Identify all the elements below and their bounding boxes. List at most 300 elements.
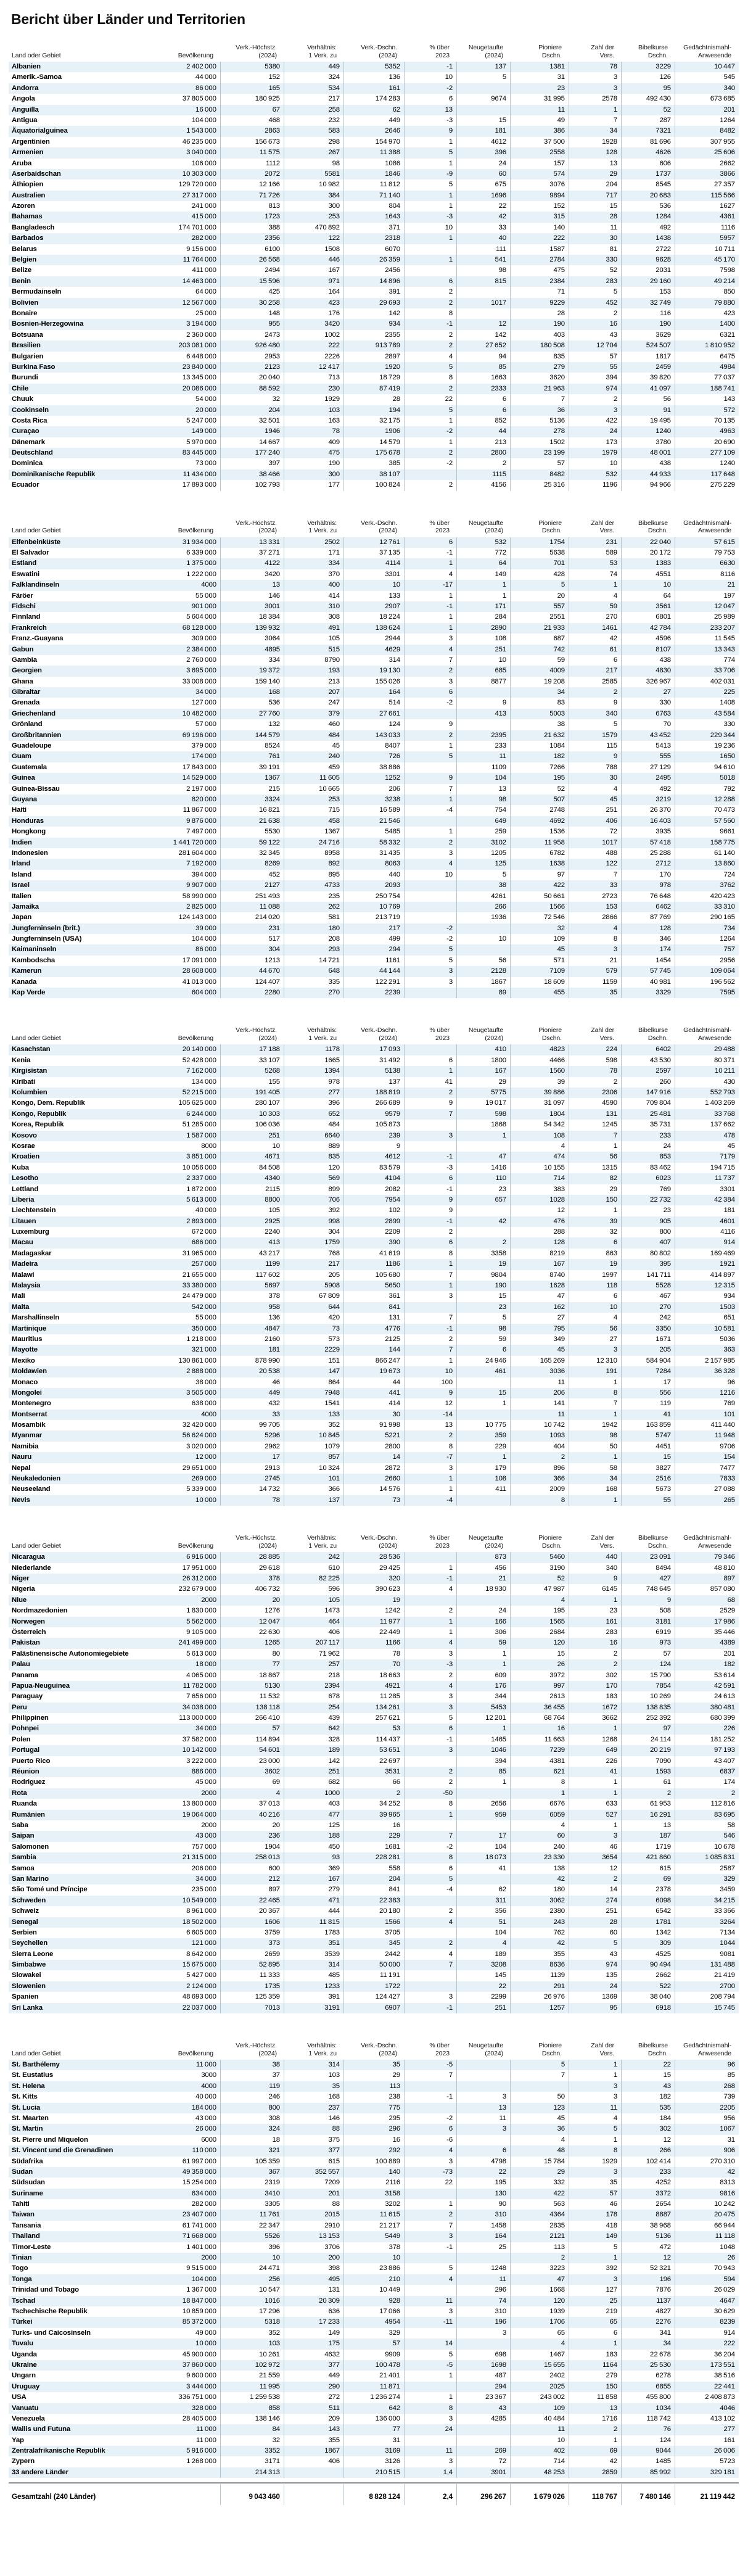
value-cell: 1650 bbox=[720, 753, 735, 761]
value-cell: 33 bbox=[569, 880, 622, 891]
value-cell: 57 bbox=[569, 352, 622, 362]
value-cell: 7109 bbox=[511, 966, 569, 976]
value-cell: 2 bbox=[569, 687, 622, 698]
value-cell: 14 896 bbox=[344, 276, 405, 287]
value-cell: 1867 bbox=[284, 2446, 344, 2456]
value-cell: -2 bbox=[405, 923, 457, 934]
value-cell: 102 793 bbox=[221, 480, 284, 490]
value-cell: 15 bbox=[622, 1452, 675, 1463]
value-cell: 31 bbox=[727, 2136, 735, 2144]
value-cell: 140 bbox=[511, 223, 569, 233]
value-cell: 2 bbox=[405, 480, 457, 490]
value-cell: 2723 bbox=[569, 891, 622, 902]
value-cell: 3 bbox=[405, 2456, 457, 2467]
value-cell: 1696 bbox=[457, 191, 511, 201]
value-cell bbox=[405, 244, 457, 255]
value-cell: 98 bbox=[569, 1430, 622, 1441]
value-cell: 495 bbox=[284, 2274, 344, 2285]
value-cell: 6 bbox=[405, 2124, 457, 2134]
value-cell: 40 216 bbox=[221, 1810, 284, 1820]
value-cell: 28 885 bbox=[221, 1552, 284, 1563]
value-cell: 46 bbox=[569, 1842, 622, 1852]
value-cell: 35 446 bbox=[714, 1628, 735, 1636]
value-cell bbox=[457, 2253, 511, 2263]
country-cell: Panama bbox=[12, 1671, 38, 1679]
value-cell: 124 427 bbox=[344, 1992, 405, 2002]
table-row bbox=[9, 2306, 739, 2317]
value-cell: 69 196 000 bbox=[157, 730, 221, 741]
value-cell: 3372 bbox=[622, 2189, 675, 2199]
value-cell: 247 bbox=[284, 698, 344, 708]
value-cell: 44 bbox=[344, 1377, 405, 1388]
value-cell: 36 204 bbox=[714, 2350, 735, 2358]
value-cell: 6 244 000 bbox=[157, 1109, 221, 1120]
value-cell: 180 508 bbox=[511, 341, 569, 351]
value-cell: 29 bbox=[569, 1184, 622, 1195]
value-cell: 30 258 bbox=[221, 298, 284, 308]
value-cell: 569 bbox=[284, 1173, 344, 1184]
value-cell: 12 288 bbox=[714, 796, 735, 803]
value-cell: 259 bbox=[457, 827, 511, 837]
column-header: Bevölkerung bbox=[178, 51, 213, 59]
value-cell: 1 bbox=[405, 558, 457, 569]
column-header-row bbox=[9, 1534, 739, 1552]
value-cell: 394 000 bbox=[157, 870, 221, 880]
table-row bbox=[9, 469, 739, 480]
table-section bbox=[9, 1026, 740, 1506]
value-cell: 484 bbox=[284, 730, 344, 741]
value-cell: 124 143 000 bbox=[157, 912, 221, 923]
value-cell: 43 bbox=[569, 330, 622, 341]
value-cell: 253 bbox=[284, 795, 344, 805]
value-cell: 14 667 bbox=[221, 437, 284, 448]
table-row bbox=[9, 1703, 739, 1713]
value-cell: 609 bbox=[457, 1670, 511, 1681]
value-cell: 310 bbox=[457, 2306, 511, 2317]
value-cell: 1979 bbox=[569, 448, 622, 458]
value-cell: 34 038 000 bbox=[157, 1703, 221, 1713]
value-cell: 307 955 bbox=[710, 138, 735, 146]
value-cell: 3 bbox=[569, 1345, 622, 1355]
table-row bbox=[9, 2274, 739, 2285]
value-cell: 1416 bbox=[457, 1163, 511, 1173]
value-cell: 2 bbox=[405, 298, 457, 308]
value-cell: 2229 bbox=[284, 1345, 344, 1355]
value-cell: 2072 bbox=[221, 169, 284, 180]
value-cell: -3 bbox=[405, 1659, 457, 1670]
value-cell: 278 bbox=[511, 426, 569, 437]
value-cell: 144 bbox=[344, 1345, 405, 1355]
value-cell: 1723 bbox=[221, 212, 284, 222]
value-cell: 4116 bbox=[720, 1228, 735, 1236]
value-cell: 532 bbox=[569, 469, 622, 480]
value-cell: 5380 bbox=[221, 62, 284, 72]
table-row bbox=[9, 623, 739, 634]
value-cell: 152 bbox=[511, 201, 569, 212]
value-cell bbox=[457, 308, 511, 319]
value-cell: 58 332 bbox=[344, 838, 405, 848]
country-cell: Kuba bbox=[12, 1163, 29, 1171]
value-cell bbox=[405, 1970, 457, 1981]
value-cell: 5526 bbox=[221, 2231, 284, 2242]
value-cell: 154 bbox=[723, 1453, 735, 1461]
value-cell: 26 bbox=[511, 1659, 569, 1670]
table-section bbox=[9, 519, 740, 999]
table-row bbox=[9, 1163, 739, 1173]
value-cell: 24 946 bbox=[457, 1356, 511, 1366]
value-cell: 103 bbox=[284, 405, 344, 416]
value-cell: 131 488 bbox=[710, 1961, 735, 1969]
value-cell: 414 897 bbox=[710, 1271, 735, 1279]
value-cell: 127 000 bbox=[157, 698, 221, 708]
value-cell: 296 bbox=[457, 2285, 511, 2295]
country-cell: Polen bbox=[12, 1735, 31, 1743]
value-cell: 3 bbox=[405, 1703, 457, 1713]
table-row bbox=[9, 1474, 739, 1484]
value-cell: 468 bbox=[221, 115, 284, 126]
table-row bbox=[9, 2263, 739, 2274]
value-cell: 5413 bbox=[622, 741, 675, 751]
value-cell: 18 384 bbox=[221, 612, 284, 622]
table-row bbox=[9, 159, 739, 169]
value-cell: 5 562 000 bbox=[157, 1617, 221, 1627]
value-cell: 226 bbox=[723, 1725, 735, 1733]
country-cell: Sambia bbox=[12, 1854, 36, 1862]
value-cell: 527 bbox=[569, 1810, 622, 1820]
value-cell: 768 bbox=[284, 1249, 344, 1259]
column-header: Gedächtnismahl- Anwesende bbox=[683, 519, 731, 535]
value-cell: 98 bbox=[457, 795, 511, 805]
value-cell: 1541 bbox=[284, 1398, 344, 1409]
value-cell: 8000 bbox=[157, 1141, 221, 1152]
value-cell: 320 bbox=[344, 1574, 405, 1584]
value-cell: 37 271 bbox=[221, 548, 284, 558]
value-cell: 233 bbox=[457, 741, 511, 751]
country-cell: Nepal bbox=[12, 1464, 31, 1472]
value-cell: 10 581 bbox=[714, 1324, 735, 1332]
value-cell: 406 bbox=[569, 816, 622, 827]
country-cell: Nevis bbox=[12, 1496, 30, 1504]
column-header: Pioniere Dschn. bbox=[538, 1026, 562, 1042]
value-cell: 422 bbox=[511, 880, 569, 891]
value-cell: 3301 bbox=[720, 1185, 735, 1193]
value-cell: 3171 bbox=[221, 2456, 284, 2467]
value-cell: 251 bbox=[569, 805, 622, 815]
value-cell: 1115 bbox=[457, 469, 511, 480]
value-cell: 1284 bbox=[622, 212, 675, 222]
table-row bbox=[9, 1659, 739, 1670]
value-cell: 734 bbox=[723, 924, 735, 932]
value-cell bbox=[457, 1820, 511, 1831]
value-cell: 1668 bbox=[511, 2285, 569, 2295]
value-cell: 16 bbox=[344, 2135, 405, 2145]
value-cell: 3 505 000 bbox=[157, 1388, 221, 1398]
value-cell: 188 819 bbox=[344, 1088, 405, 1098]
table-row bbox=[9, 677, 739, 687]
value-cell: 3208 bbox=[457, 1960, 511, 1970]
value-cell: 42 bbox=[569, 2456, 622, 2467]
value-cell: 26 359 bbox=[344, 255, 405, 265]
value-cell: 4954 bbox=[344, 2317, 405, 2327]
value-cell: 23 840 000 bbox=[157, 362, 221, 373]
value-cell: 30 629 bbox=[714, 2308, 735, 2315]
value-cell: 1086 bbox=[344, 159, 405, 169]
value-cell: 897 bbox=[723, 1575, 735, 1582]
value-cell: 19 372 bbox=[221, 666, 284, 676]
country-cell: Serbien bbox=[12, 1928, 37, 1936]
value-cell: 4895 bbox=[221, 645, 284, 655]
value-cell: 84 508 bbox=[221, 1163, 284, 1173]
value-cell: 1048 bbox=[720, 2243, 735, 2251]
table-row bbox=[9, 1055, 739, 1066]
value-cell: 31 435 bbox=[344, 848, 405, 859]
value-cell: 7477 bbox=[720, 1464, 735, 1472]
value-cell: 99 705 bbox=[221, 1420, 284, 1430]
value-cell: 10 261 bbox=[221, 2350, 284, 2360]
value-cell: 724 bbox=[723, 870, 735, 878]
table-row bbox=[9, 1852, 739, 1863]
value-cell: 2835 bbox=[511, 2221, 569, 2231]
value-cell: 167 bbox=[457, 1066, 511, 1076]
value-cell: 359 bbox=[457, 1430, 511, 1441]
value-cell: 375 bbox=[284, 2135, 344, 2145]
value-cell: 20 140 000 bbox=[157, 1044, 221, 1055]
value-cell: 1997 bbox=[569, 1270, 622, 1281]
value-cell: 48 693 000 bbox=[157, 1992, 221, 2002]
value-cell: 42 bbox=[457, 1216, 511, 1227]
value-cell: 40 484 bbox=[511, 2414, 569, 2424]
value-cell: 2 bbox=[731, 1789, 735, 1797]
value-cell: 9804 bbox=[457, 1270, 511, 1281]
value-cell: 265 bbox=[723, 1496, 735, 1504]
value-cell: 52 321 bbox=[622, 2263, 675, 2274]
value-cell: 6023 bbox=[622, 1173, 675, 1184]
value-cell: 131 bbox=[284, 2285, 344, 2295]
value-cell: 251 bbox=[457, 645, 511, 655]
value-cell: 2585 bbox=[569, 677, 622, 687]
value-cell: 852 bbox=[457, 416, 511, 426]
value-cell: 4 065 000 bbox=[157, 1670, 221, 1681]
value-cell: 5775 bbox=[457, 1088, 511, 1098]
table-row bbox=[9, 448, 739, 458]
country-cell: Puerto Rico bbox=[12, 1757, 51, 1765]
value-cell: 886 000 bbox=[157, 1767, 221, 1777]
value-cell: 100 478 bbox=[344, 2360, 405, 2371]
table-row bbox=[9, 1574, 739, 1584]
value-cell: 22 bbox=[457, 1981, 511, 1992]
value-cell: 377 bbox=[284, 2360, 344, 2371]
country-cell: Amerik.-Samoa bbox=[12, 73, 62, 81]
value-cell: 29 160 bbox=[622, 276, 675, 287]
value-cell: 34 bbox=[622, 2339, 675, 2349]
country-cell: Bulgarien bbox=[12, 352, 44, 360]
value-cell: 675 bbox=[457, 180, 511, 190]
value-cell: 873 bbox=[457, 1552, 511, 1563]
country-cell: Estland bbox=[12, 559, 37, 568]
value-cell: 59 bbox=[457, 1334, 511, 1345]
value-cell: 15 596 bbox=[221, 276, 284, 287]
value-cell: 72 bbox=[569, 827, 622, 837]
value-cell: 12 166 bbox=[221, 180, 284, 190]
value-cell: 31 934 000 bbox=[157, 537, 221, 548]
value-cell: 12 417 bbox=[284, 362, 344, 373]
value-cell: 1093 bbox=[511, 1430, 569, 1441]
value-cell: 17 bbox=[457, 1831, 511, 1841]
value-cell: 25 316 bbox=[511, 480, 569, 490]
value-cell: -4 bbox=[405, 1885, 457, 1895]
value-cell: 52 bbox=[622, 105, 675, 115]
value-cell: -14 bbox=[405, 1410, 457, 1420]
value-cell: 6855 bbox=[622, 2382, 675, 2392]
value-cell: 69 bbox=[569, 2446, 622, 2456]
table-row bbox=[9, 816, 739, 827]
value-cell: 205 bbox=[284, 1270, 344, 1281]
value-cell: 3602 bbox=[221, 1767, 284, 1777]
country-cell: Südafrika bbox=[12, 2157, 43, 2165]
country-cell: St. Vincent und die Grenadinen bbox=[12, 2147, 113, 2155]
column-header: Zahl der Vers. bbox=[591, 44, 614, 59]
value-cell: 2516 bbox=[622, 1474, 675, 1484]
value-cell bbox=[405, 1044, 457, 1055]
value-cell: 179 bbox=[457, 1463, 511, 1474]
value-cell: 8 bbox=[405, 2403, 457, 2414]
country-cell: Taiwan bbox=[12, 2211, 35, 2219]
value-cell: 769 bbox=[723, 1400, 735, 1408]
table-row bbox=[9, 1767, 739, 1777]
value-cell: 100 824 bbox=[344, 480, 405, 490]
value-cell: 70 135 bbox=[714, 416, 735, 424]
value-cell: 340 bbox=[723, 84, 735, 92]
value-cell: 115 bbox=[569, 741, 622, 751]
value-cell: 77 037 bbox=[714, 374, 735, 382]
value-cell: 1233 bbox=[284, 1981, 344, 1992]
value-cell: 400 bbox=[284, 580, 344, 590]
value-cell: -4 bbox=[405, 805, 457, 815]
value-cell: 352 bbox=[284, 1420, 344, 1430]
value-cell: 66 944 bbox=[714, 2221, 735, 2229]
value-cell: 5130 bbox=[221, 1681, 284, 1691]
country-cell: St. Helena bbox=[12, 2082, 45, 2090]
value-cell: 206 bbox=[511, 1388, 569, 1398]
value-cell: 1698 bbox=[457, 2360, 511, 2371]
value-cell: 2502 bbox=[284, 537, 344, 548]
country-cell: Guyana bbox=[12, 796, 37, 803]
table-row bbox=[9, 580, 739, 590]
value-cell: 190 bbox=[457, 1281, 511, 1291]
column-header: Zahl der Vers. bbox=[591, 1026, 614, 1042]
value-cell: 2473 bbox=[221, 330, 284, 341]
table-row bbox=[9, 1595, 739, 1606]
value-cell: 29 651 000 bbox=[157, 1463, 221, 1474]
country-cell: Tschechische Republik bbox=[12, 2308, 88, 2315]
value-cell: 2 bbox=[405, 1938, 457, 1949]
value-cell: 5 bbox=[569, 287, 622, 297]
value-cell: 769 bbox=[622, 1184, 675, 1195]
value-cell: 3 bbox=[405, 677, 457, 687]
value-cell: 125 359 bbox=[221, 1992, 284, 2002]
value-cell: 13 bbox=[457, 784, 511, 795]
value-cell: 49 358 000 bbox=[157, 2167, 221, 2178]
value-cell: 850 bbox=[723, 288, 735, 296]
country-cell: Gibraltar bbox=[12, 688, 41, 696]
value-cell: 4 bbox=[405, 2145, 457, 2156]
value-cell: 1 bbox=[405, 159, 457, 169]
value-cell: 2 124 000 bbox=[157, 1981, 221, 1992]
value-cell: 296 bbox=[344, 2124, 405, 2134]
country-cell: Niger bbox=[12, 1575, 30, 1582]
value-cell: 233 bbox=[622, 1131, 675, 1141]
value-cell: 36 bbox=[511, 2124, 569, 2134]
value-cell: 38 466 bbox=[221, 469, 284, 480]
value-cell: 772 bbox=[457, 548, 511, 558]
value-cell: 35 bbox=[569, 988, 622, 998]
value-cell: 406 bbox=[284, 2456, 344, 2467]
value-cell: 73 bbox=[344, 1495, 405, 1506]
value-cell: 422 bbox=[569, 416, 622, 426]
table-row bbox=[9, 1109, 739, 1120]
value-cell: 1800 bbox=[457, 1055, 511, 1066]
value-cell: 38 bbox=[511, 719, 569, 730]
value-cell: 3459 bbox=[720, 1886, 735, 1894]
value-cell: 7266 bbox=[511, 762, 569, 773]
value-cell: 934 bbox=[344, 319, 405, 329]
value-cell: 237 bbox=[284, 2103, 344, 2113]
value-cell: 18 502 000 bbox=[157, 1917, 221, 1928]
value-cell: 532 bbox=[457, 537, 511, 548]
value-cell: 6763 bbox=[622, 709, 675, 719]
value-cell: 1502 bbox=[511, 437, 569, 448]
value-cell: 330 bbox=[622, 698, 675, 708]
value-cell: 3762 bbox=[720, 881, 735, 890]
value-cell: 174 bbox=[723, 1778, 735, 1786]
value-cell: 552 793 bbox=[710, 1088, 735, 1096]
value-cell: 2128 bbox=[457, 966, 511, 976]
value-cell: 57 418 bbox=[622, 838, 675, 848]
value-cell: 314 bbox=[284, 2060, 344, 2070]
value-cell: 2 bbox=[569, 394, 622, 405]
value-cell: 15 784 bbox=[511, 2157, 569, 2167]
value-cell: 8494 bbox=[622, 1563, 675, 1574]
country-cell: Uruguay bbox=[12, 2382, 40, 2390]
table-row bbox=[9, 1681, 739, 1691]
table-row bbox=[9, 1302, 739, 1313]
value-cell: 10 000 bbox=[157, 1495, 221, 1506]
value-cell: 112 816 bbox=[710, 1800, 735, 1808]
value-cell: 1159 bbox=[569, 977, 622, 988]
value-cell: 321 bbox=[221, 2145, 284, 2156]
value-cell: 24 bbox=[569, 1981, 622, 1992]
value-cell: 80 802 bbox=[622, 1249, 675, 1259]
value-cell: 9 bbox=[405, 719, 457, 730]
value-cell: 251 bbox=[569, 1906, 622, 1917]
value-cell: 230 bbox=[284, 384, 344, 394]
table-row bbox=[9, 1670, 739, 1681]
value-cell: 1381 bbox=[511, 62, 569, 72]
value-cell: 23 091 bbox=[622, 1552, 675, 1563]
value-cell: 137 bbox=[457, 62, 511, 72]
value-cell: 1017 bbox=[569, 838, 622, 848]
value-cell: 302 bbox=[622, 2124, 675, 2134]
table-row bbox=[9, 719, 739, 730]
table-row bbox=[9, 298, 739, 308]
value-cell: 7090 bbox=[622, 1756, 675, 1767]
value-cell: 14 463 000 bbox=[157, 276, 221, 287]
value-cell: 15 bbox=[457, 115, 511, 126]
table-row bbox=[9, 1831, 739, 1841]
value-cell: 366 bbox=[284, 1484, 344, 1495]
value-cell: 78 bbox=[569, 62, 622, 72]
table-row bbox=[9, 569, 739, 580]
